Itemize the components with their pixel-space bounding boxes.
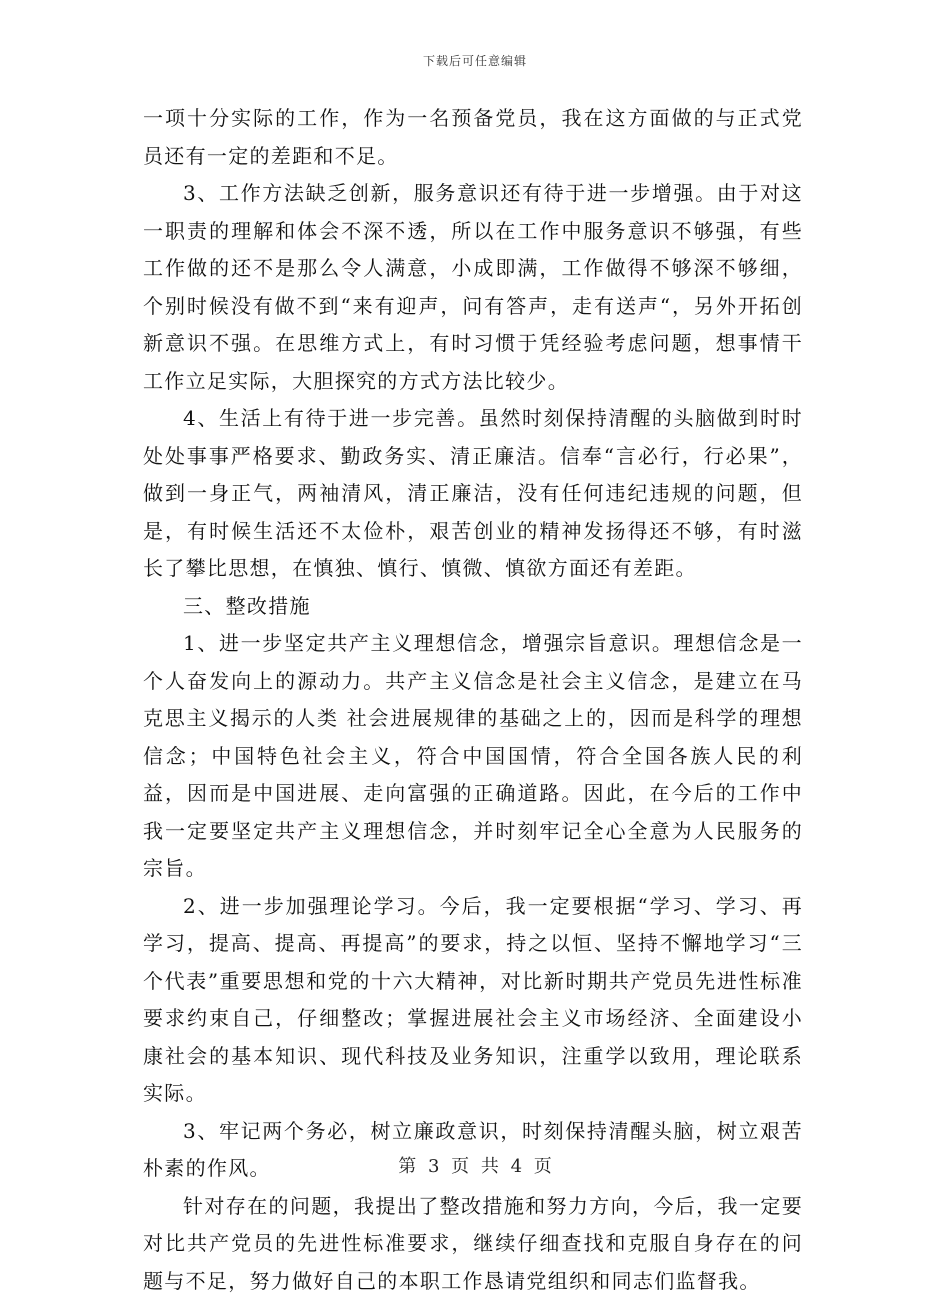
paragraph-work-method: 3、工作方法缺乏创新，服务意识还有待于进一步增强。由于对这一职责的理解和体会不深不透，所以在工作中服务意识不够强，有些工作做的还不是那么令人满意，小成即满，工作做得不够深不够细，个别时候没有做不到“来有迎声，问有答声，走有送声“，另外开拓创新意识不强。在思维方式上，有时习惯于凭经验考虑问题，想事情干工作立足实际，大胆探究的方式方法比较少。 [143, 175, 803, 400]
paragraph-conclusion: 针对存在的问题，我提出了整改措施和努力方向，今后，我一定要对比共产党员的先进性标准要求，继续仔细查找和克服自身存在的问题与不足，努力做好自己的本职工作恳请党组织和同志们监督我。 [143, 1188, 803, 1300]
paragraph-ideals: 1、进一步坚定共产主义理想信念，增强宗旨意识。理想信念是一个人奋发向上的源动力。共产主义信念是社会主义信念，是建立在马克思主义揭示的人类 社会进展规律的基础之上的，因而是科学的理想信念；中国特色社会主义，符合中国国情，符合全国各族人民的利益，因而是中国进展、走向富强的正确道路。因此，在今后的工作中我一定要坚定共产主义理想信念，并时刻牢记全心全意为人民服务的宗旨。 [143, 625, 803, 888]
document-body [143, 100, 803, 1300]
paragraph-life: 4、生活上有待于进一步完善。虽然时刻保持清醒的头脑做到时时处处事事严格要求、勤政务实、清正廉洁。信奉“言必行，行必果”，做到一身正气，两袖清风，清正廉洁，没有任何违纪违规的问题，但是，有时候生活还不太俭朴，艰苦创业的精神发扬得还不够，有时滋长了攀比思想，在慎独、慎行、慎微、慎欲方面还有差距。 [143, 400, 803, 588]
page-footer: 第 3 页 共 4 页 [0, 1152, 950, 1178]
paragraph-integrity: 3、牢记两个务必，树立廉政意识，时刻保持清醒头脑，树立艰苦朴素的作风。 [143, 1113, 803, 1188]
section-heading-rectification: 三、整改措施 [143, 588, 803, 626]
page-header: 下载后可任意编辑 [0, 52, 950, 69]
paragraph-theory-study: 2、进一步加强理论学习。今后，我一定要根据“学习、学习、再学习，提高、提高、再提高”的要求，持之以恒、坚持不懈地学习“三个代表”重要思想和党的十六大精神，对比新时期共产党员先进性标准要求约束自己，仔细整改；掌握进展社会主义市场经济、全面建设小康社会的基本知识、现代科技及业务知识，注重学以致用，理论联系实际。 [143, 888, 803, 1113]
paragraph-continuation: 一项十分实际的工作，作为一名预备党员，我在这方面做的与正式党员还有一定的差距和不足。 [143, 100, 803, 175]
